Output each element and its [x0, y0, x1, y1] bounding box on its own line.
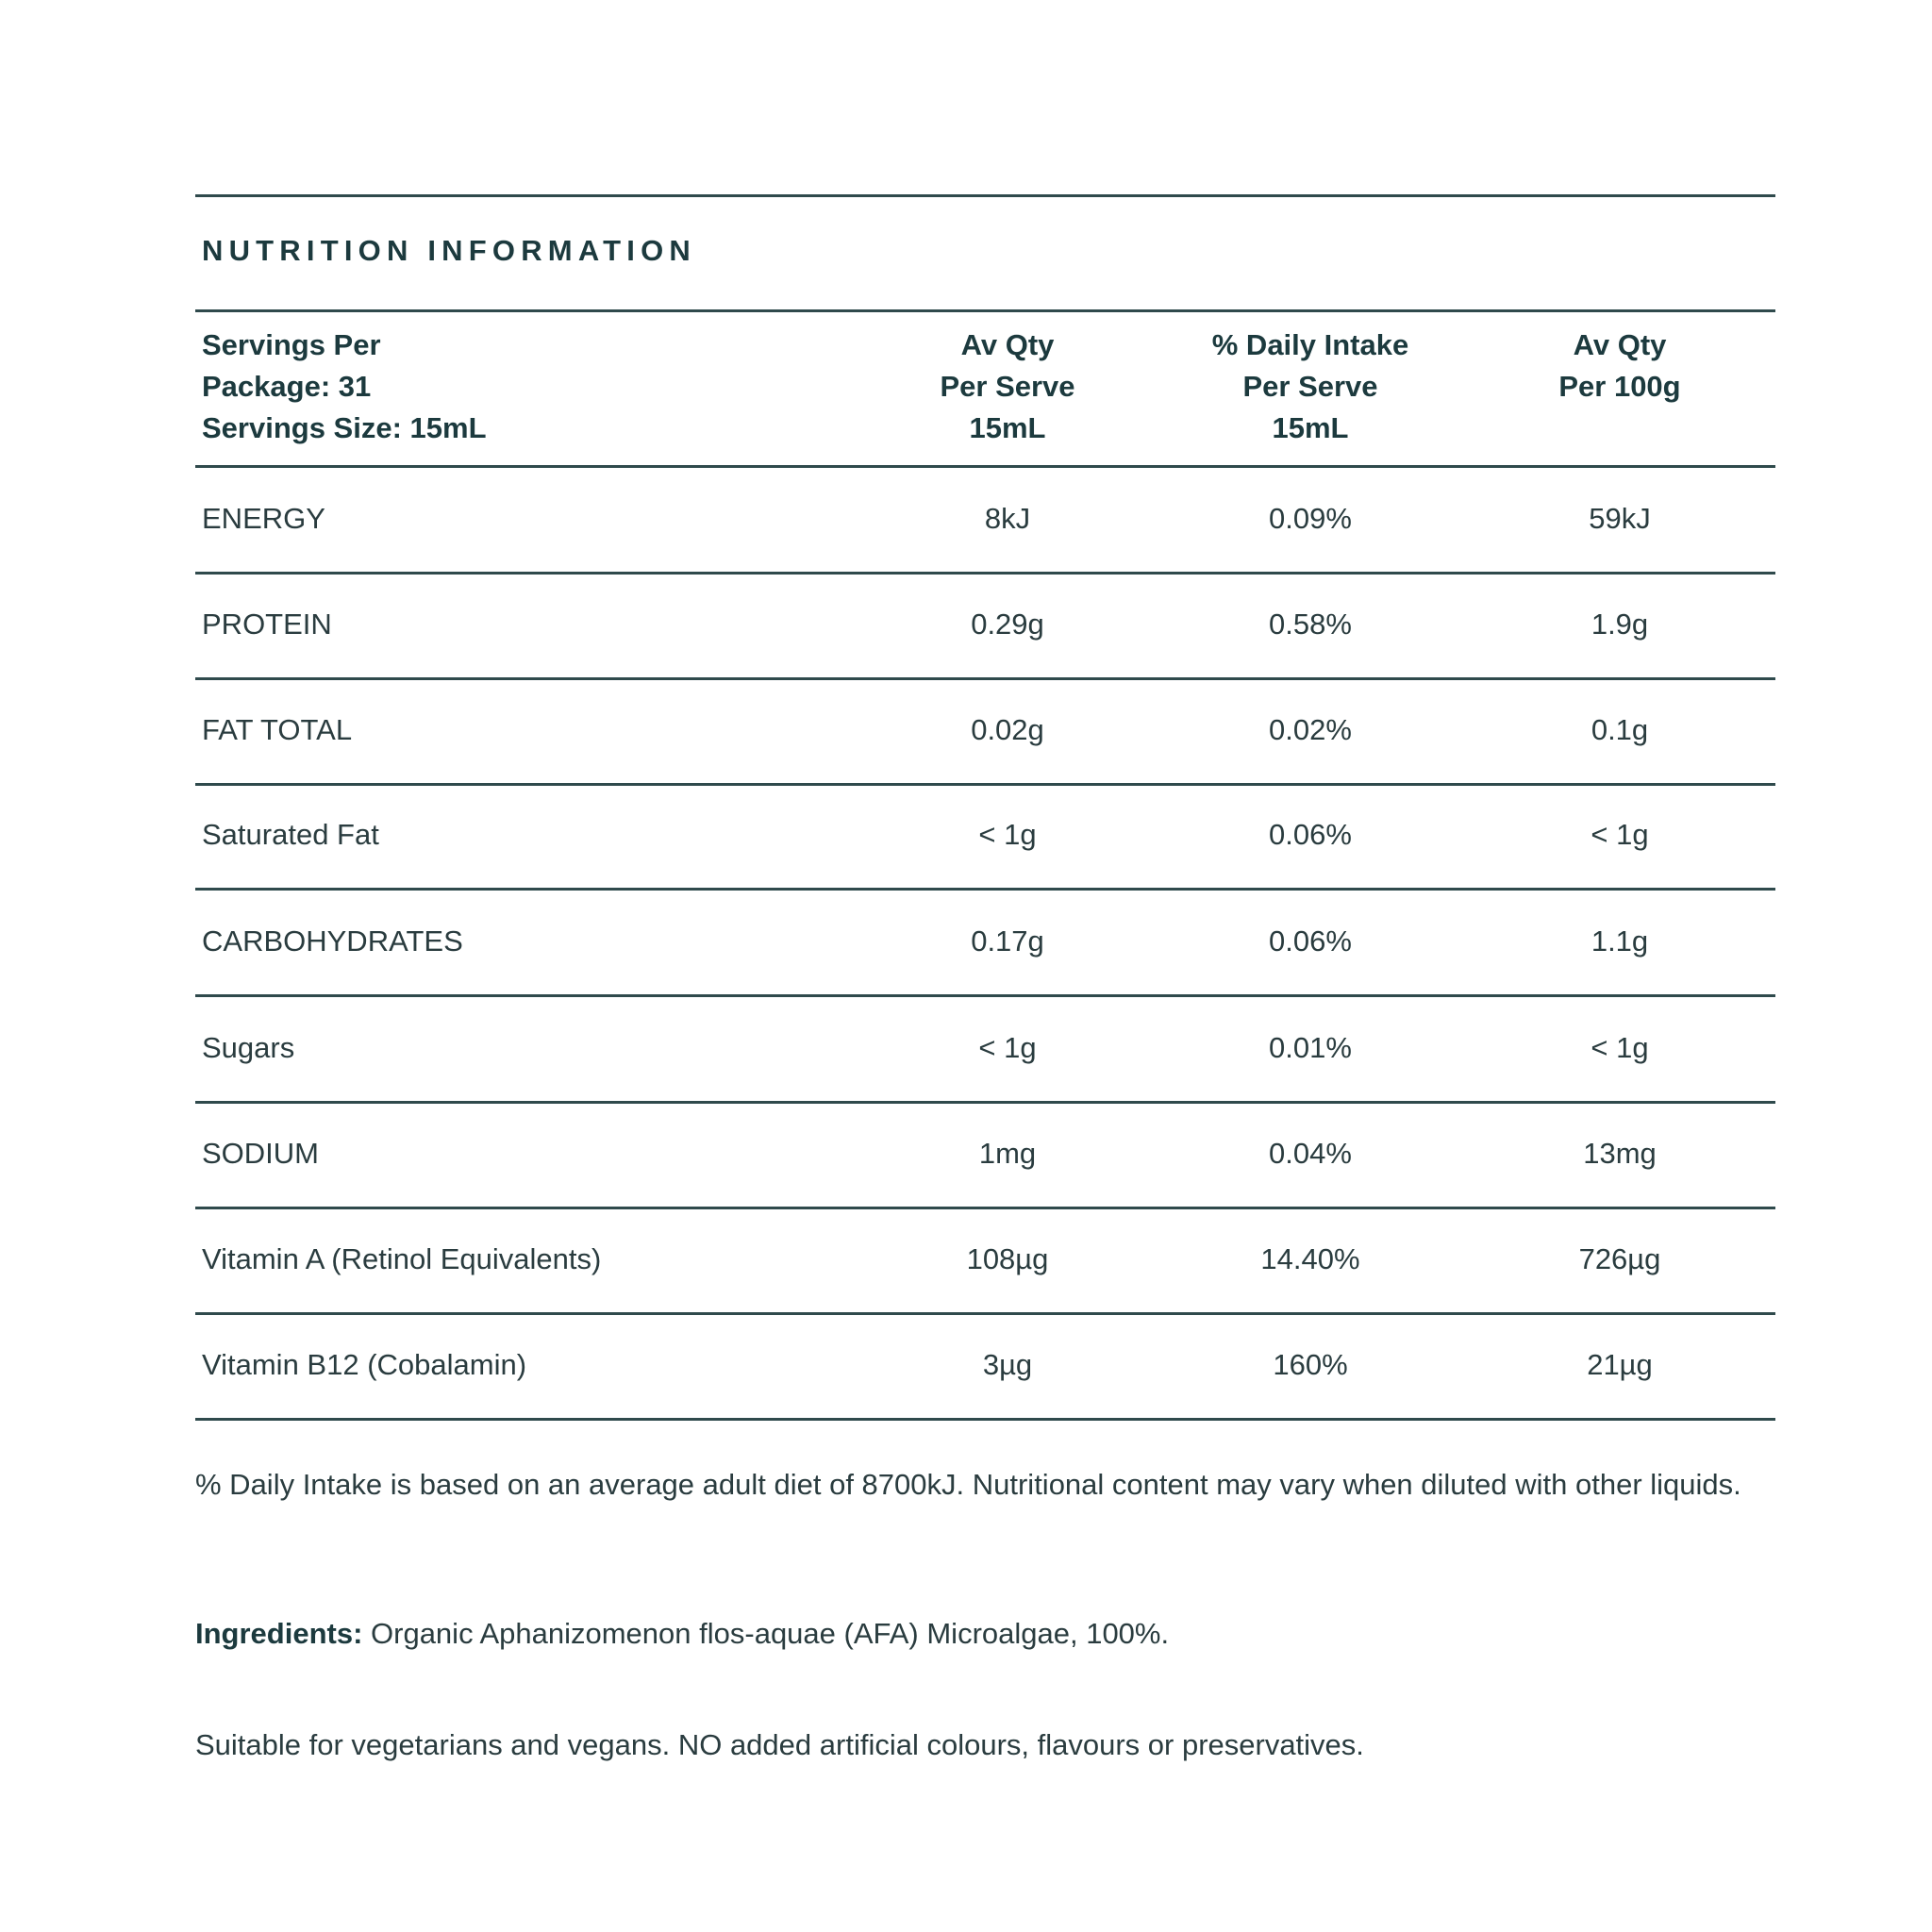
nutrient-name: PROTEIN: [202, 608, 332, 641]
nutrient-name: Sugars: [202, 1031, 295, 1064]
servings-info: [202, 325, 487, 449]
ingredients-label: Ingredients:: [195, 1617, 363, 1650]
per-100g-value: 13mg: [1583, 1137, 1657, 1170]
per-100g-value: < 1g: [1591, 1031, 1649, 1064]
table-row: [195, 1207, 1775, 1312]
per-100g-value: < 1g: [1591, 818, 1649, 851]
per-100g-value: 1.1g: [1591, 924, 1649, 958]
ingredients: [195, 1613, 1780, 1655]
row-divider: [195, 1418, 1775, 1421]
column-header-daily-intake: [1141, 325, 1480, 449]
servings-per-package-value: Package: 31: [202, 370, 372, 403]
column-header-line: Per Serve: [1242, 370, 1378, 403]
daily-intake-value: 0.04%: [1269, 1137, 1352, 1170]
daily-intake-disclaimer: % Daily Intake is based on an average adult diet of 8700kJ. Nutritional content may vary when diluted with other liquids.: [195, 1468, 1741, 1501]
column-header-line: Per Serve: [940, 370, 1075, 403]
per-100g-value: 726µg: [1578, 1242, 1661, 1275]
daily-intake-value: 0.06%: [1269, 818, 1352, 851]
table-row: [195, 1312, 1775, 1418]
nutrient-name: Vitamin B12 (Cobalamin): [202, 1348, 527, 1381]
per-serve-value: 0.29g: [971, 608, 1044, 641]
table-row: [195, 889, 1775, 994]
daily-intake-value: 0.01%: [1269, 1031, 1352, 1064]
serving-size: Servings Size: 15mL: [202, 411, 487, 444]
daily-intake-value: 0.02%: [1269, 713, 1352, 746]
page-title: NUTRITION INFORMATION: [202, 234, 696, 267]
nutrient-name: SODIUM: [202, 1137, 319, 1170]
nutrient-name: CARBOHYDRATES: [202, 924, 463, 958]
column-header-line: 15mL: [969, 411, 1046, 444]
nutrient-name: Saturated Fat: [202, 818, 379, 851]
per-serve-value: 108µg: [966, 1242, 1049, 1275]
per-serve-value: 1mg: [978, 1137, 1037, 1170]
table-row: [195, 572, 1775, 677]
per-serve-value: < 1g: [978, 1031, 1037, 1064]
per-serve-value: < 1g: [978, 818, 1037, 851]
servings-per-package-label: Servings Per: [202, 328, 381, 361]
daily-intake-value: 0.58%: [1269, 608, 1352, 641]
per-serve-value: 0.17g: [971, 924, 1044, 958]
column-header-line: Per 100g: [1558, 370, 1681, 403]
per-100g-value: 21µg: [1587, 1348, 1653, 1381]
column-header-line: Av Qty: [1573, 328, 1667, 361]
suitability-note: Suitable for vegetarians and vegans. NO added artificial colours, flavours or preservatives.: [195, 1728, 1364, 1761]
per-100g-value: 0.1g: [1591, 713, 1649, 746]
per-100g-value: 1.9g: [1591, 608, 1649, 641]
column-header-line: 15mL: [1272, 411, 1349, 444]
daily-intake-value: 0.06%: [1269, 924, 1352, 958]
nutrient-name: ENERGY: [202, 502, 325, 535]
table-row: [195, 466, 1775, 572]
table-row: [195, 995, 1775, 1101]
daily-intake-value: 0.09%: [1269, 502, 1352, 535]
per-100g-value: 59kJ: [1589, 502, 1651, 535]
nutrient-name: Vitamin A (Retinol Equivalents): [202, 1242, 602, 1275]
per-serve-value: 8kJ: [984, 502, 1031, 535]
per-serve-value: 0.02g: [971, 713, 1044, 746]
column-header-per-serve: [838, 325, 1177, 449]
header-top-rule: [195, 309, 1775, 312]
nutrient-name: FAT TOTAL: [202, 713, 353, 746]
daily-intake-value: 14.40%: [1260, 1242, 1360, 1275]
table-row: [195, 677, 1775, 783]
ingredients-text: Organic Aphanizomenon flos-aquae (AFA) Microalgae, 100%.: [362, 1617, 1170, 1650]
table-row: [195, 1101, 1775, 1207]
table-row: [195, 782, 1775, 888]
top-rule: [195, 194, 1775, 197]
column-header-line: % Daily Intake: [1211, 328, 1409, 361]
daily-intake-value: 160%: [1273, 1348, 1348, 1381]
column-header-per-100g: [1450, 325, 1790, 408]
per-serve-value: 3µg: [982, 1348, 1033, 1381]
column-header-line: Av Qty: [960, 328, 1055, 361]
